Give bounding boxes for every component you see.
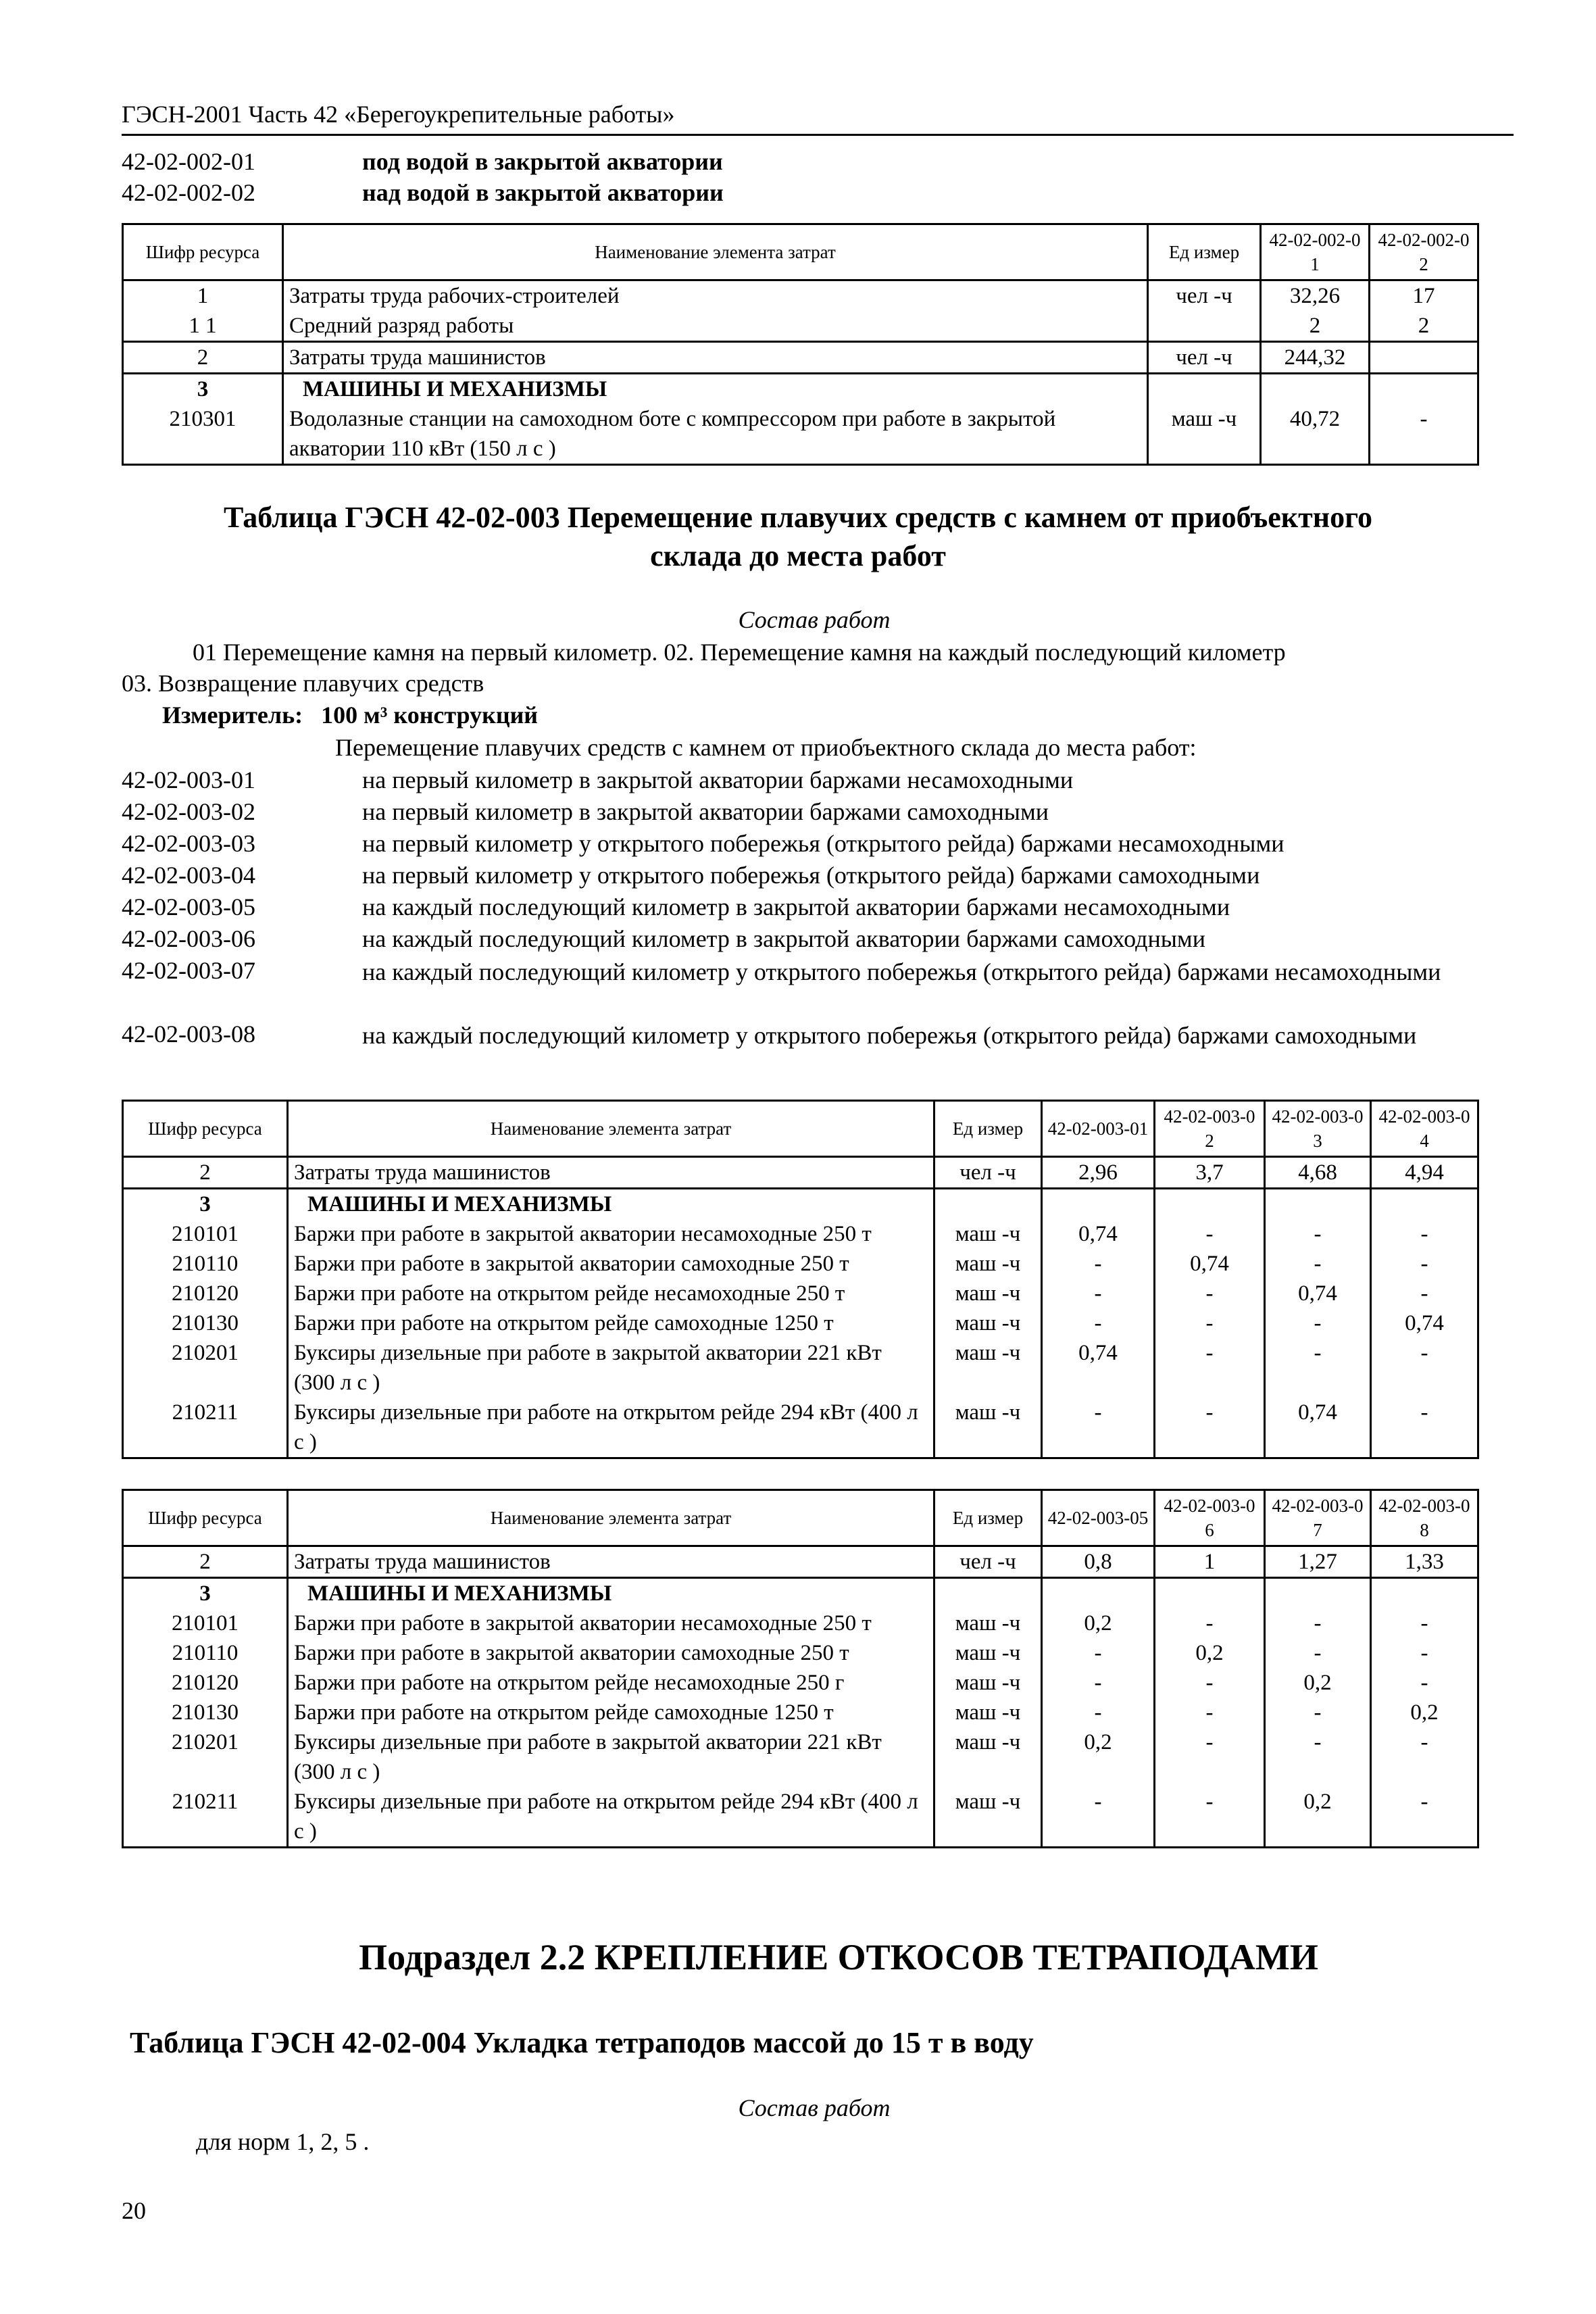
cell-value	[1042, 1189, 1155, 1220]
cell-value: -	[1155, 1398, 1265, 1458]
meter	[162, 701, 538, 729]
cell-value: 1	[1155, 1546, 1265, 1578]
header-norm: 42-02-003-01	[1042, 1101, 1155, 1157]
cell-unit	[934, 1578, 1042, 1609]
cell-code: 2	[123, 1546, 288, 1578]
header-norm: 42-02-003-02	[1155, 1101, 1265, 1157]
cell-name: Буксиры дизельные при работе в закрытой акватории 221 кВт (300 л с )	[288, 1338, 934, 1398]
cell-value: -	[1155, 1608, 1265, 1638]
table-row	[123, 1698, 1478, 1727]
header-norm: 42-02-003-05	[1042, 1490, 1155, 1546]
cell-code: 210101	[123, 1608, 288, 1638]
table-row	[123, 1189, 1478, 1220]
cell-value	[1370, 342, 1478, 374]
header-code: Шифр ресурса	[123, 1101, 288, 1157]
cell-unit	[1148, 374, 1261, 405]
cell-value: -	[1371, 1338, 1478, 1398]
cell-unit: маш -ч	[934, 1698, 1042, 1727]
code: 42-02-003-07	[122, 957, 255, 984]
cell-name: Затраты труда машинистов	[288, 1157, 934, 1189]
code-row	[122, 147, 723, 176]
cell-code: 210211	[123, 1787, 288, 1848]
cell-name: Баржи при работе в закрытой акватории несамоходные 250 т	[288, 1608, 934, 1638]
cell-code: 2	[123, 342, 283, 374]
table-row	[123, 342, 1478, 374]
cell-value: -	[1155, 1308, 1265, 1338]
code-text: на первый километр в закрытой акватории баржами самоходными	[362, 798, 1049, 825]
cell-value: -	[1371, 1279, 1478, 1308]
header-name: Наименование элемента затрат	[283, 224, 1148, 280]
header-norm: 42-02-003-04	[1371, 1101, 1478, 1157]
cell-unit: чел -ч	[934, 1546, 1042, 1578]
code-row	[122, 797, 1049, 826]
cell-value: -	[1371, 1219, 1478, 1249]
header-divider	[122, 134, 1514, 136]
header-unit: Ед измер	[1148, 224, 1261, 280]
cell-code: 210201	[123, 1338, 288, 1398]
cell-unit	[934, 1189, 1042, 1220]
cell-name: Водолазные станции на самоходном боте с компрессором при работе в закрытой акватории 110 кВт (150 л с )	[283, 404, 1148, 465]
cell-value: -	[1155, 1698, 1265, 1727]
cell-code: 210120	[123, 1279, 288, 1308]
code-row	[122, 1020, 1470, 1051]
code: 42-02-003-05	[122, 893, 255, 920]
cell-value: 1,33	[1371, 1546, 1478, 1578]
cell-unit	[1148, 311, 1261, 342]
code-text: на каждый последующий километр в закрытой акватории баржами самоходными	[362, 925, 1205, 952]
code-text: над водой в закрытой акватории	[362, 179, 724, 206]
cell-value: 0,2	[1265, 1787, 1371, 1848]
cell-code: 1 1	[123, 311, 283, 342]
cell-value	[1370, 374, 1478, 405]
cell-value: -	[1371, 1727, 1478, 1787]
table-row	[123, 1638, 1478, 1668]
cell-unit: чел -ч	[934, 1157, 1042, 1189]
cell-name: Баржи при работе в закрытой акватории самоходные 250 т	[288, 1638, 934, 1668]
cell-value	[1261, 374, 1370, 405]
table-row	[123, 311, 1478, 342]
table-003-title-line2: склада до места работ	[650, 539, 946, 572]
code: 42-02-002-02	[122, 179, 255, 206]
cell-value: 2,96	[1042, 1157, 1155, 1189]
cell-value: -	[1042, 1787, 1155, 1848]
subsection-title: Подраздел 2.2 КРЕПЛЕНИЕ ОТКОСОВ ТЕТРАПОДАМИ	[359, 1937, 1318, 1977]
code-row	[122, 861, 1260, 889]
cell-name: МАШИНЫ И МЕХАНИЗМЫ	[288, 1189, 934, 1220]
cell-value: -	[1265, 1249, 1371, 1279]
cell-unit: маш -ч	[934, 1608, 1042, 1638]
table-row	[123, 1608, 1478, 1638]
cell-code: 210110	[123, 1249, 288, 1279]
cell-value: -	[1042, 1698, 1155, 1727]
header-norm: 42-02-003-08	[1371, 1490, 1478, 1546]
resource-table-002	[122, 223, 1479, 466]
cell-code: 3	[123, 1578, 288, 1609]
resource-table-003-b	[122, 1489, 1479, 1848]
code: 42-02-003-08	[122, 1020, 255, 1048]
cell-unit: маш -ч	[934, 1279, 1042, 1308]
cell-value: 4,68	[1265, 1157, 1371, 1189]
code-text: на каждый последующий километр в закрытой акватории баржами несамоходными	[362, 893, 1230, 920]
meter-label: Измеритель:	[162, 701, 303, 729]
resource-table-003-a	[122, 1100, 1479, 1459]
cell-value: 0,74	[1371, 1308, 1478, 1338]
code: 42-02-003-01	[122, 766, 255, 793]
cell-unit: маш -ч	[934, 1338, 1042, 1398]
table-row	[123, 1219, 1478, 1249]
cell-name: Баржи при работе в закрытой акватории несамоходные 250 т	[288, 1219, 934, 1249]
code-row	[122, 956, 1470, 987]
cell-name: Баржи при работе в закрытой акватории самоходные 250 т	[288, 1249, 934, 1279]
table-row	[123, 1398, 1478, 1458]
cell-code: 1	[123, 280, 283, 312]
cell-name: МАШИНЫ И МЕХАНИЗМЫ	[288, 1578, 934, 1609]
cell-code: 3	[123, 1189, 288, 1220]
cell-value: 3,7	[1155, 1157, 1265, 1189]
cell-value: 0,2	[1155, 1638, 1265, 1668]
cell-name: Буксиры дизельные при работе на открытом рейде 294 кВт (400 л с )	[288, 1398, 934, 1458]
cell-unit: маш -ч	[934, 1668, 1042, 1698]
table-row	[123, 1727, 1478, 1787]
cell-unit: маш -ч	[934, 1308, 1042, 1338]
code-row	[122, 766, 1073, 794]
cell-name: Баржи при работе на открытом рейде самоходные 1250 т	[288, 1698, 934, 1727]
cell-unit: маш -ч	[934, 1249, 1042, 1279]
cell-value	[1371, 1189, 1478, 1220]
cell-code: 210201	[123, 1727, 288, 1787]
cell-value: -	[1265, 1338, 1371, 1398]
cell-unit: маш -ч	[934, 1727, 1042, 1787]
code: 42-02-003-03	[122, 830, 255, 857]
cell-value: -	[1155, 1787, 1265, 1848]
table-row	[123, 1279, 1478, 1308]
cell-value: -	[1155, 1668, 1265, 1698]
header-code: Шифр ресурса	[123, 1490, 288, 1546]
cell-value: 0,74	[1265, 1398, 1371, 1458]
cell-value: 244,32	[1261, 342, 1370, 374]
cell-value: -	[1265, 1698, 1371, 1727]
cell-value: -	[1371, 1668, 1478, 1698]
cell-value	[1371, 1578, 1478, 1609]
composition-line: 01 Перемещение камня на первый километр. 02. Перемещение камня на каждый последующий километр	[193, 639, 1286, 666]
cell-unit: маш -ч	[934, 1398, 1042, 1458]
table-row	[123, 280, 1478, 312]
cell-value: 0,74	[1042, 1338, 1155, 1398]
cell-unit: маш -ч	[934, 1219, 1042, 1249]
table-003-title-line1: Таблица ГЭСН 42-02-003 Перемещение плавучих средств с камнем от приобъектного	[224, 501, 1372, 534]
composition-label: Состав работ	[738, 2094, 891, 2121]
header-code: Шифр ресурса	[123, 224, 283, 280]
table-row	[123, 1249, 1478, 1279]
cell-value: 0,2	[1265, 1668, 1371, 1698]
code: 42-02-002-01	[122, 148, 255, 175]
cell-code: 3	[123, 374, 283, 405]
cell-unit: чел -ч	[1148, 280, 1261, 312]
table-row	[123, 1308, 1478, 1338]
meter-value: 100 м³ конструкций	[321, 701, 539, 729]
table-row	[123, 1338, 1478, 1398]
cell-name: МАШИНЫ И МЕХАНИЗМЫ	[283, 374, 1148, 405]
code-row	[122, 893, 1230, 921]
cell-value: 0,74	[1155, 1249, 1265, 1279]
code-row	[122, 925, 1205, 953]
cell-value: -	[1371, 1638, 1478, 1668]
cell-value: -	[1042, 1398, 1155, 1458]
cell-value	[1155, 1189, 1265, 1220]
cell-value: -	[1265, 1608, 1371, 1638]
cell-value: -	[1370, 404, 1478, 465]
cell-value: -	[1371, 1398, 1478, 1458]
code-text: на каждый последующий километр у открытого побережья (открытого рейда) баржами самоходными	[362, 1022, 1417, 1049]
code-text: на первый километр у открытого побережья (открытого рейда) баржами несамоходными	[362, 830, 1285, 857]
header-name: Наименование элемента затрат	[288, 1101, 934, 1157]
cell-name: Буксиры дизельные при работе в закрытой акватории 221 кВт (300 л с )	[288, 1727, 934, 1787]
header-name: Наименование элемента затрат	[288, 1490, 934, 1546]
cell-value: 2	[1370, 311, 1478, 342]
code-text: на каждый последующий километр у открытого побережья (открытого рейда) баржами несамоходными	[362, 958, 1441, 985]
cell-value: -	[1042, 1668, 1155, 1698]
table-row	[123, 1157, 1478, 1189]
cell-value: 0,2	[1042, 1727, 1155, 1787]
cell-value: 17	[1370, 280, 1478, 312]
intro-text: Перемещение плавучих средств с камнем от приобъектного склада до места работ:	[335, 734, 1197, 761]
cell-value: -	[1265, 1727, 1371, 1787]
cell-name: Затраты труда машинистов	[283, 342, 1148, 374]
cell-value	[1265, 1189, 1371, 1220]
cell-value: -	[1155, 1727, 1265, 1787]
cell-value: -	[1265, 1638, 1371, 1668]
cell-value: 32,26	[1261, 280, 1370, 312]
table-row	[123, 1787, 1478, 1848]
norms-line: для норм 1, 2, 5 .	[196, 2128, 370, 2155]
code-text: на первый километр в закрытой акватории баржами несамоходными	[362, 766, 1074, 793]
cell-value: -	[1371, 1787, 1478, 1848]
code-row	[122, 829, 1284, 858]
cell-value: 40,72	[1261, 404, 1370, 465]
table-row	[123, 1668, 1478, 1698]
cell-value: 0,2	[1042, 1608, 1155, 1638]
cell-name: Баржи при работе на открытом рейде самоходные 1250 т	[288, 1308, 934, 1338]
cell-unit: чел -ч	[1148, 342, 1261, 374]
cell-unit: маш -ч	[934, 1638, 1042, 1668]
cell-value: 4,94	[1371, 1157, 1478, 1189]
cell-code: 210301	[123, 404, 283, 465]
cell-value: -	[1155, 1338, 1265, 1398]
header-norm: 42-02-002-02	[1370, 224, 1478, 280]
cell-code: 210211	[123, 1398, 288, 1458]
table-row	[123, 1578, 1478, 1609]
cell-name: Баржи при работе на открытом рейде несамоходные 250 т	[288, 1279, 934, 1308]
composition-label: Состав работ	[738, 606, 891, 633]
cell-value: 0,74	[1265, 1279, 1371, 1308]
cell-value	[1155, 1578, 1265, 1609]
cell-value: 0,8	[1042, 1546, 1155, 1578]
cell-value: 0,2	[1371, 1698, 1478, 1727]
cell-code: 210130	[123, 1308, 288, 1338]
code-row	[122, 178, 724, 207]
header-unit: Ед измер	[934, 1490, 1042, 1546]
cell-code: 210101	[123, 1219, 288, 1249]
code: 42-02-003-06	[122, 925, 255, 952]
cell-name: Затраты труда рабочих-строителей	[283, 280, 1148, 312]
cell-name: Буксиры дизельные при работе на открытом рейде 294 кВт (400 л с )	[288, 1787, 934, 1848]
cell-value: -	[1042, 1308, 1155, 1338]
page-number: 20	[122, 2197, 146, 2224]
cell-value: -	[1042, 1638, 1155, 1668]
header-unit: Ед измер	[934, 1101, 1042, 1157]
header-norm: 42-02-003-03	[1265, 1101, 1371, 1157]
cell-value: 2	[1261, 311, 1370, 342]
cell-name: Баржи при работе на открытом рейде несамоходные 250 г	[288, 1668, 934, 1698]
cell-code: 2	[123, 1157, 288, 1189]
header-norm: 42-02-002-01	[1261, 224, 1370, 280]
cell-value: 1,27	[1265, 1546, 1371, 1578]
header-norm: 42-02-003-06	[1155, 1490, 1265, 1546]
cell-unit: маш -ч	[934, 1787, 1042, 1848]
cell-value: -	[1042, 1249, 1155, 1279]
code-text: под водой в закрытой акватории	[362, 148, 723, 175]
cell-value: -	[1371, 1608, 1478, 1638]
table-004-title: Таблица ГЭСН 42-02-004 Укладка тетраподов массой до 15 т в воду	[130, 2026, 1034, 2059]
cell-value: -	[1371, 1249, 1478, 1279]
code-text: на первый километр у открытого побережья (открытого рейда) баржами самоходными	[362, 862, 1260, 889]
header-norm: 42-02-003-07	[1265, 1490, 1371, 1546]
cell-unit: маш -ч	[1148, 404, 1261, 465]
cell-value: 0,74	[1042, 1219, 1155, 1249]
code: 42-02-003-04	[122, 862, 255, 889]
cell-code: 210130	[123, 1698, 288, 1727]
running-header: ГЭСН-2001 Часть 42 «Берегоукрепительные работы»	[122, 101, 675, 128]
cell-name: Средний разряд работы	[283, 311, 1148, 342]
cell-value: -	[1265, 1219, 1371, 1249]
table-row	[123, 404, 1478, 465]
composition-line: 03. Возвращение плавучих средств	[122, 670, 484, 697]
cell-value: -	[1155, 1279, 1265, 1308]
table-row	[123, 1546, 1478, 1578]
cell-value: -	[1042, 1279, 1155, 1308]
table-row	[123, 374, 1478, 405]
code: 42-02-003-02	[122, 798, 255, 825]
cell-code: 210110	[123, 1638, 288, 1668]
cell-value	[1265, 1578, 1371, 1609]
cell-value: -	[1265, 1308, 1371, 1338]
cell-code: 210120	[123, 1668, 288, 1698]
cell-value	[1042, 1578, 1155, 1609]
cell-name: Затраты труда машинистов	[288, 1546, 934, 1578]
cell-value: -	[1155, 1219, 1265, 1249]
